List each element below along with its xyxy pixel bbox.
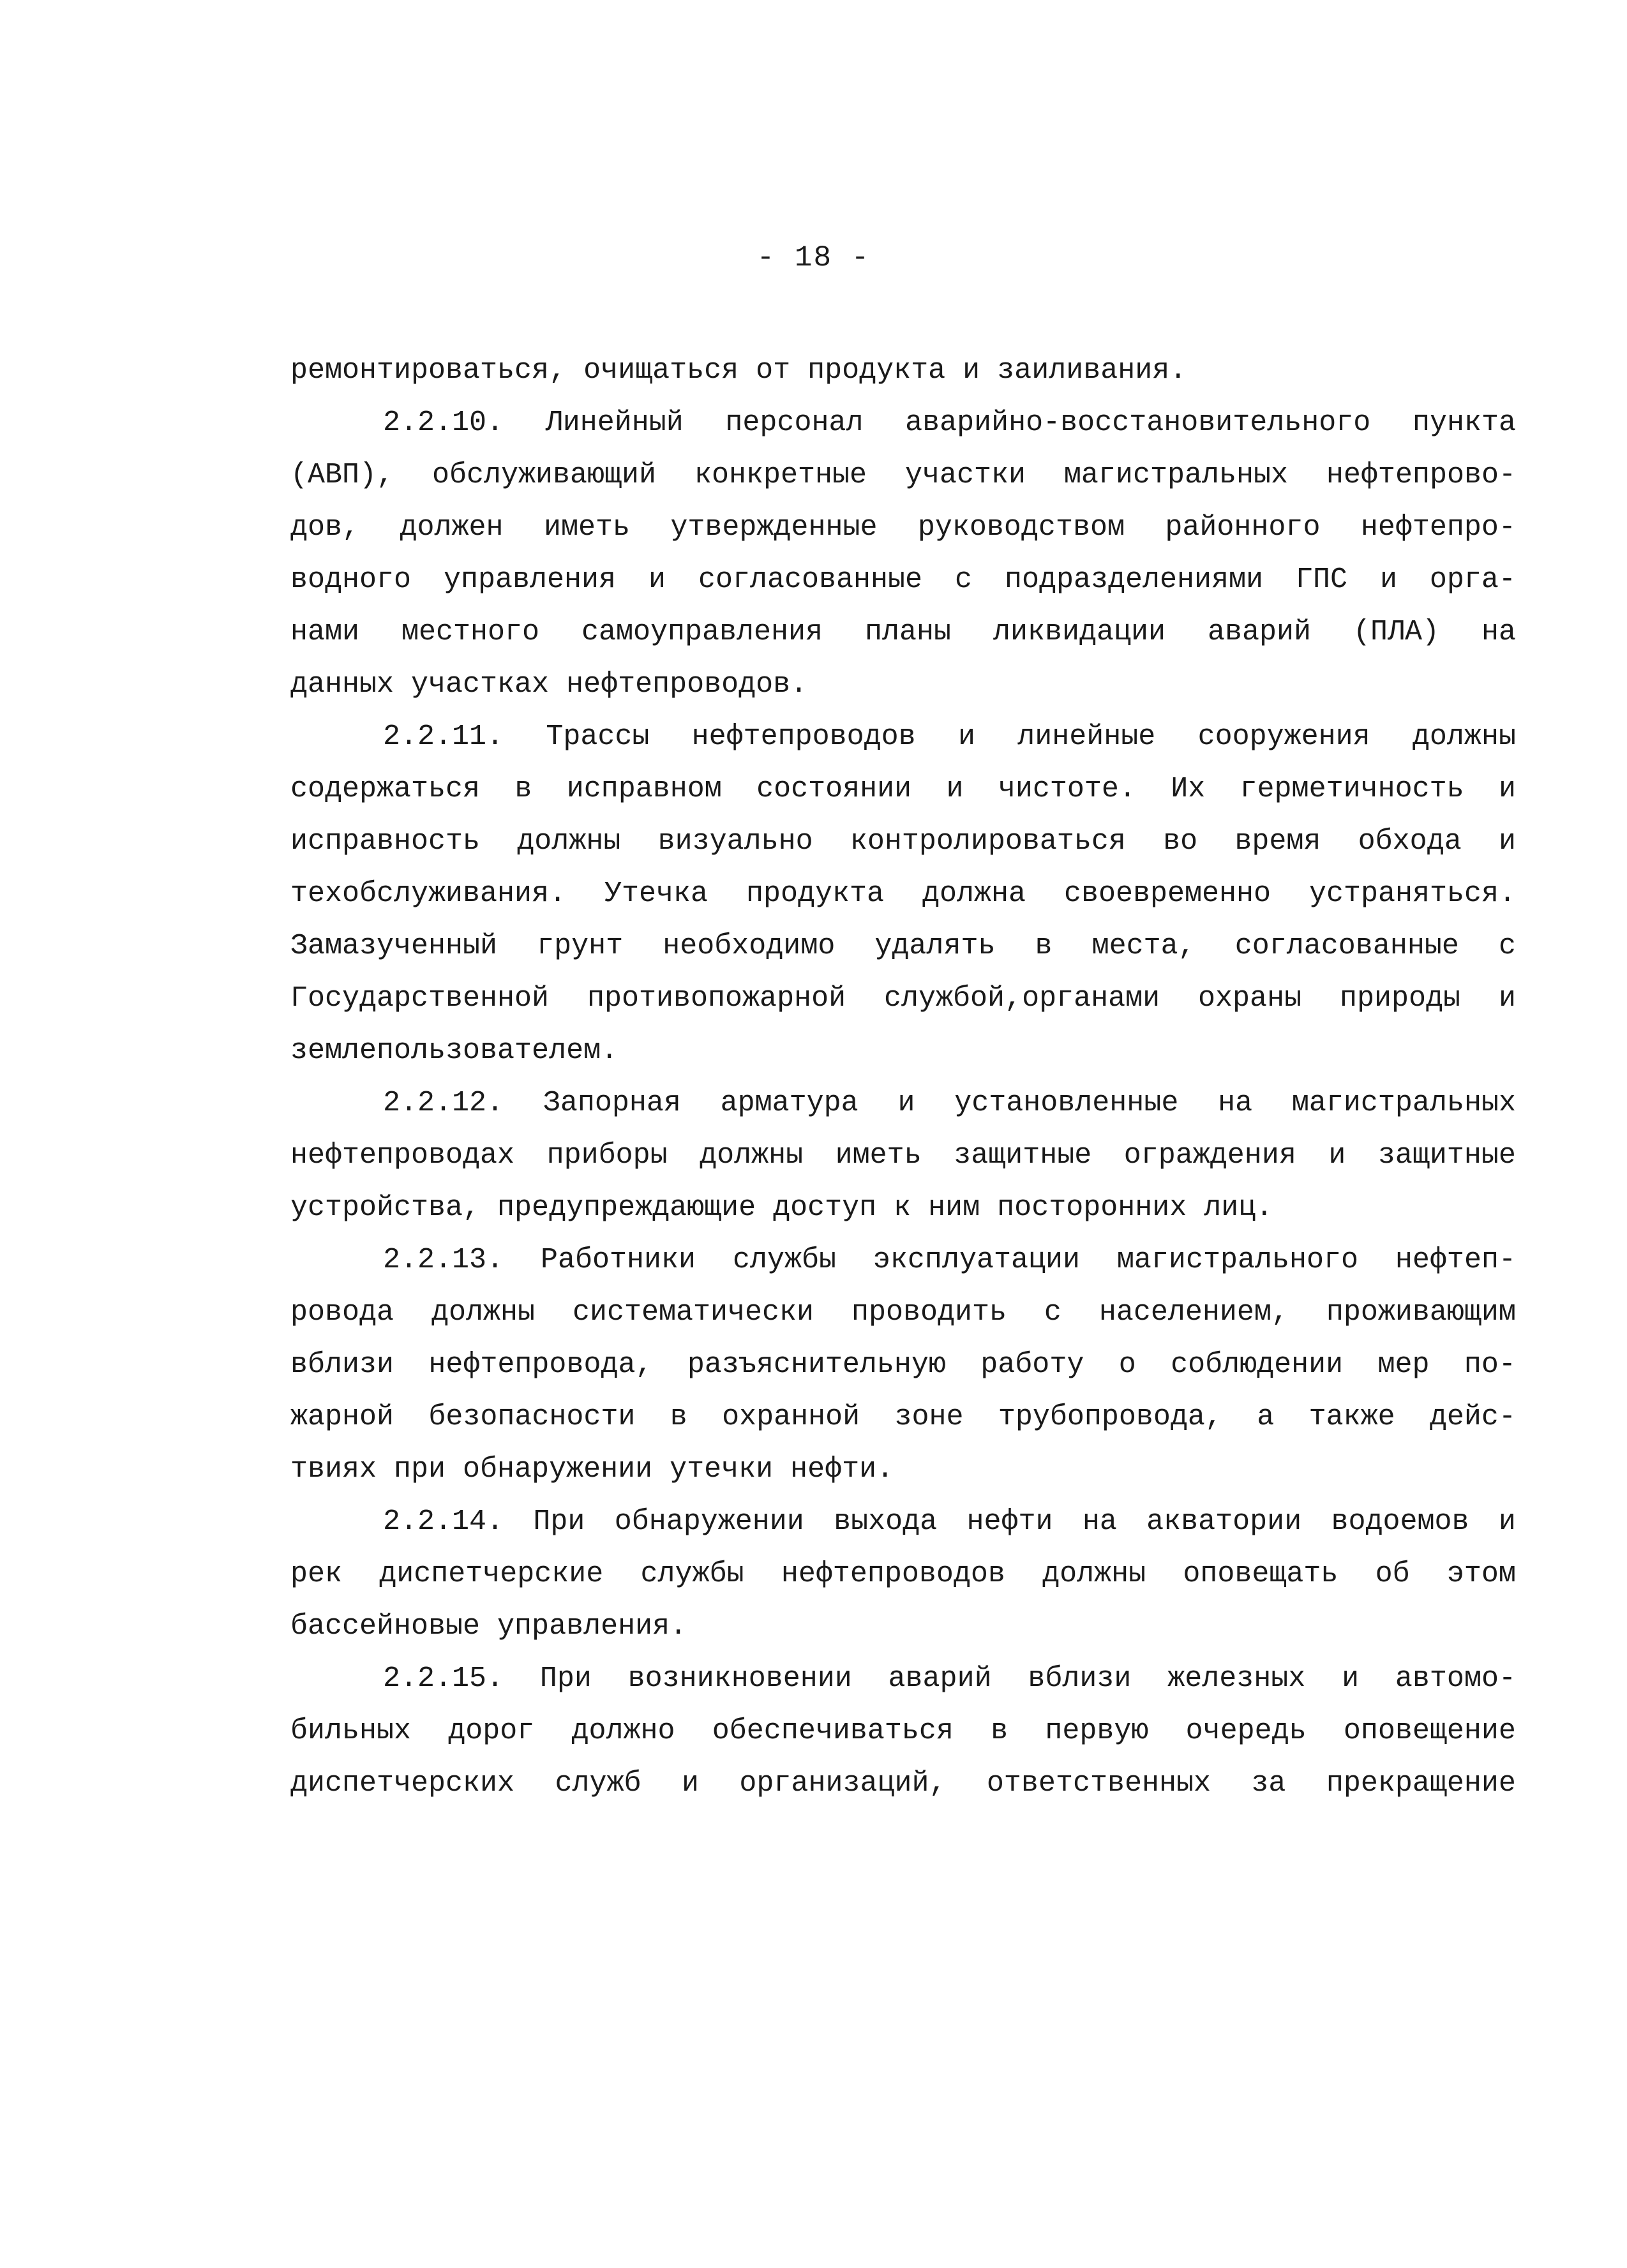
text-line: землепользователем.: [290, 1034, 619, 1067]
text-line: ремонтироваться, очищаться от продукта и заиливания.: [290, 354, 1187, 387]
text-line: 2.2.13. Работники службы эксплуатации магистрального нефтеп-: [383, 1244, 1516, 1276]
text-line: нефтепроводах приборы должны иметь защитные ограждения и защитные: [290, 1139, 1516, 1172]
text-line: бильных дорог должно обеспечиваться в первую очередь оповещение: [290, 1715, 1516, 1747]
text-line: 2.2.14. При обнаружении выхода нефти на акватории водоемов и: [383, 1505, 1516, 1538]
text-line: нами местного самоуправления планы ликвидации аварий (ПЛА) на: [290, 616, 1516, 648]
text-line: (АВП), обслуживающий конкретные участки магистральных нефтепрово-: [290, 459, 1516, 491]
text-line: Замазученный грунт необходимо удалять в места, согласованные с: [290, 930, 1516, 962]
text-line: ровода должны систематически проводить с населением, проживающим: [290, 1296, 1516, 1329]
text-line: техобслуживания. Утечка продукта должна своевременно устраняться.: [290, 877, 1516, 910]
text-line: 2.2.11. Трассы нефтепроводов и линейные сооружения должны: [383, 720, 1516, 753]
text-line: 2.2.15. При возникновении аварий вблизи железных и автомо-: [383, 1662, 1516, 1695]
text-line: исправность должны визуально контролироваться во время обхода и: [290, 825, 1516, 858]
text-line: водного управления и согласованные с подразделениями ГПС и орга-: [290, 563, 1516, 596]
text-line: твиях при обнаружении утечки нефти.: [290, 1453, 894, 1486]
page-number: - 18 -: [756, 241, 871, 274]
text-line: данных участках нефтепроводов.: [290, 668, 808, 701]
text-line: жарной безопасности в охранной зоне трубопровода, а также дейс-: [290, 1401, 1516, 1433]
text-line: 2.2.12. Запорная арматура и установленные на магистральных: [383, 1087, 1516, 1119]
text-line: бассейновые управления.: [290, 1610, 687, 1643]
text-line: вблизи нефтепровода, разъяснительную работу о соблюдении мер по-: [290, 1348, 1516, 1381]
text-line: рек диспетчерские службы нефтепроводов должны оповещать об этом: [290, 1558, 1516, 1590]
text-line: содержаться в исправном состоянии и чистоте. Их герметичность и: [290, 773, 1516, 805]
text-line: 2.2.10. Линейный персонал аварийно-восстановительного пункта: [383, 407, 1516, 439]
text-line: устройства, предупреждающие доступ к ним посторонних лиц.: [290, 1191, 1273, 1224]
text-line: Государственной противопожарной службой,органами охраны природы и: [290, 982, 1516, 1015]
text-line: дов, должен иметь утвержденные руководством районного нефтепро-: [290, 511, 1516, 544]
text-line: диспетчерских служб и организаций, ответственных за прекращение: [290, 1767, 1516, 1800]
